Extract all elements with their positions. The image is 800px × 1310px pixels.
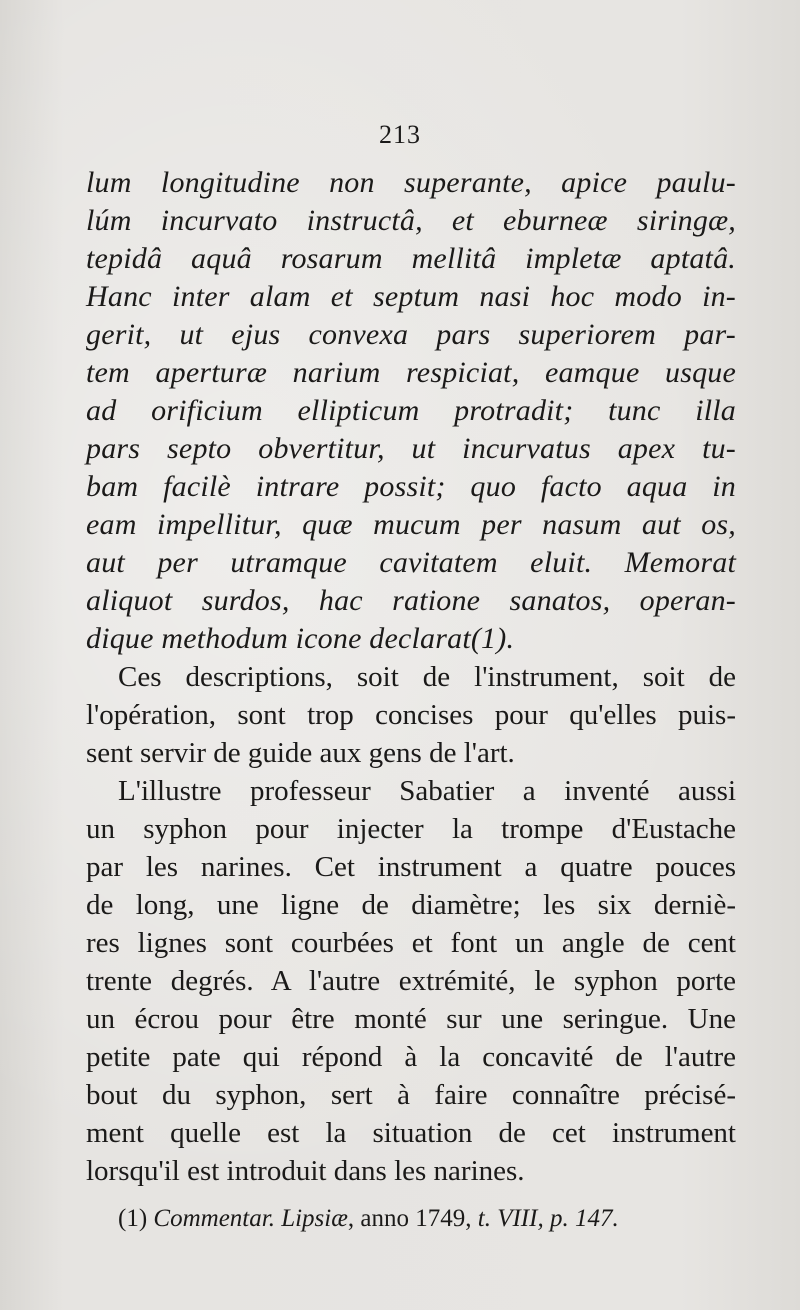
text-line: petite pate qui répond à la concavité de l'autre: [86, 1041, 736, 1073]
latin-line: gerit, ut ejus convexa pars superiorem par-: [86, 318, 736, 351]
text-line: res lignes sont courbées et font un angle de cent: [86, 927, 736, 959]
latin-line: bam facilè intrare possit; quo facto aqua in: [86, 470, 736, 503]
latin-line: aut per utramque cavitatem eluit. Memorat: [86, 546, 736, 579]
footnote-work: Commentar. Lipsiæ: [153, 1205, 348, 1232]
footnote: [118, 1202, 738, 1236]
latin-line: lúm incurvato instructâ, et eburneæ siringæ,: [86, 204, 736, 237]
page-number: 213: [379, 120, 421, 149]
latin-line: pars septo obvertitur, ut incurvatus apex tu-: [86, 432, 736, 465]
text-line: par les narines. Cet instrument a quatre pouces: [86, 851, 736, 883]
latin-line: eam impellitur, quæ mucum per nasum aut os,: [86, 508, 736, 541]
latin-line: dique methodum icone declarat(1).: [86, 622, 515, 655]
text-line: l'opération, sont trop concises pour qu'elles puis-: [86, 699, 736, 731]
latin-line: tem aperturæ narium respiciat, eamque usque: [86, 356, 736, 389]
text-line: bout du syphon, sert à faire connaître précisé-: [86, 1079, 736, 1111]
latin-line: aliquot surdos, hac ratione sanatos, operan-: [86, 584, 736, 617]
text-line: de long, une ligne de diamètre; les six derniè-: [86, 889, 736, 921]
latin-line: tepidâ aquâ rosarum mellitâ impletæ aptatâ.: [86, 242, 736, 275]
footnote-volume: t. VIII, p. 147.: [477, 1205, 619, 1232]
text-line: lorsqu'il est introduit dans les narines.: [86, 1155, 525, 1187]
text-line: L'illustre professeur Sabatier a inventé aussi: [118, 775, 736, 807]
latin-line: lum longitudine non superante, apice paulu-: [86, 166, 736, 199]
text-line: sent servir de guide aux gens de l'art.: [86, 737, 515, 769]
footnote-mark: (1): [118, 1205, 148, 1232]
text-line: trente degrés. A l'autre extrémité, le syphon porte: [86, 965, 736, 997]
text-line: Ces descriptions, soit de l'instrument, soit de: [118, 661, 736, 693]
latin-line: Hanc inter alam et septum nasi hoc modo in-: [86, 280, 736, 313]
footnote-year: , anno 1749,: [347, 1205, 472, 1232]
text-line: un écrou pour être monté sur une seringue. Une: [86, 1003, 736, 1035]
text-line: un syphon pour injecter la trompe d'Eustache: [86, 813, 736, 845]
latin-line: ad orificium ellipticum protradit; tunc illa: [86, 394, 736, 427]
text-line: ment quelle est la situation de cet instrument: [86, 1117, 736, 1149]
